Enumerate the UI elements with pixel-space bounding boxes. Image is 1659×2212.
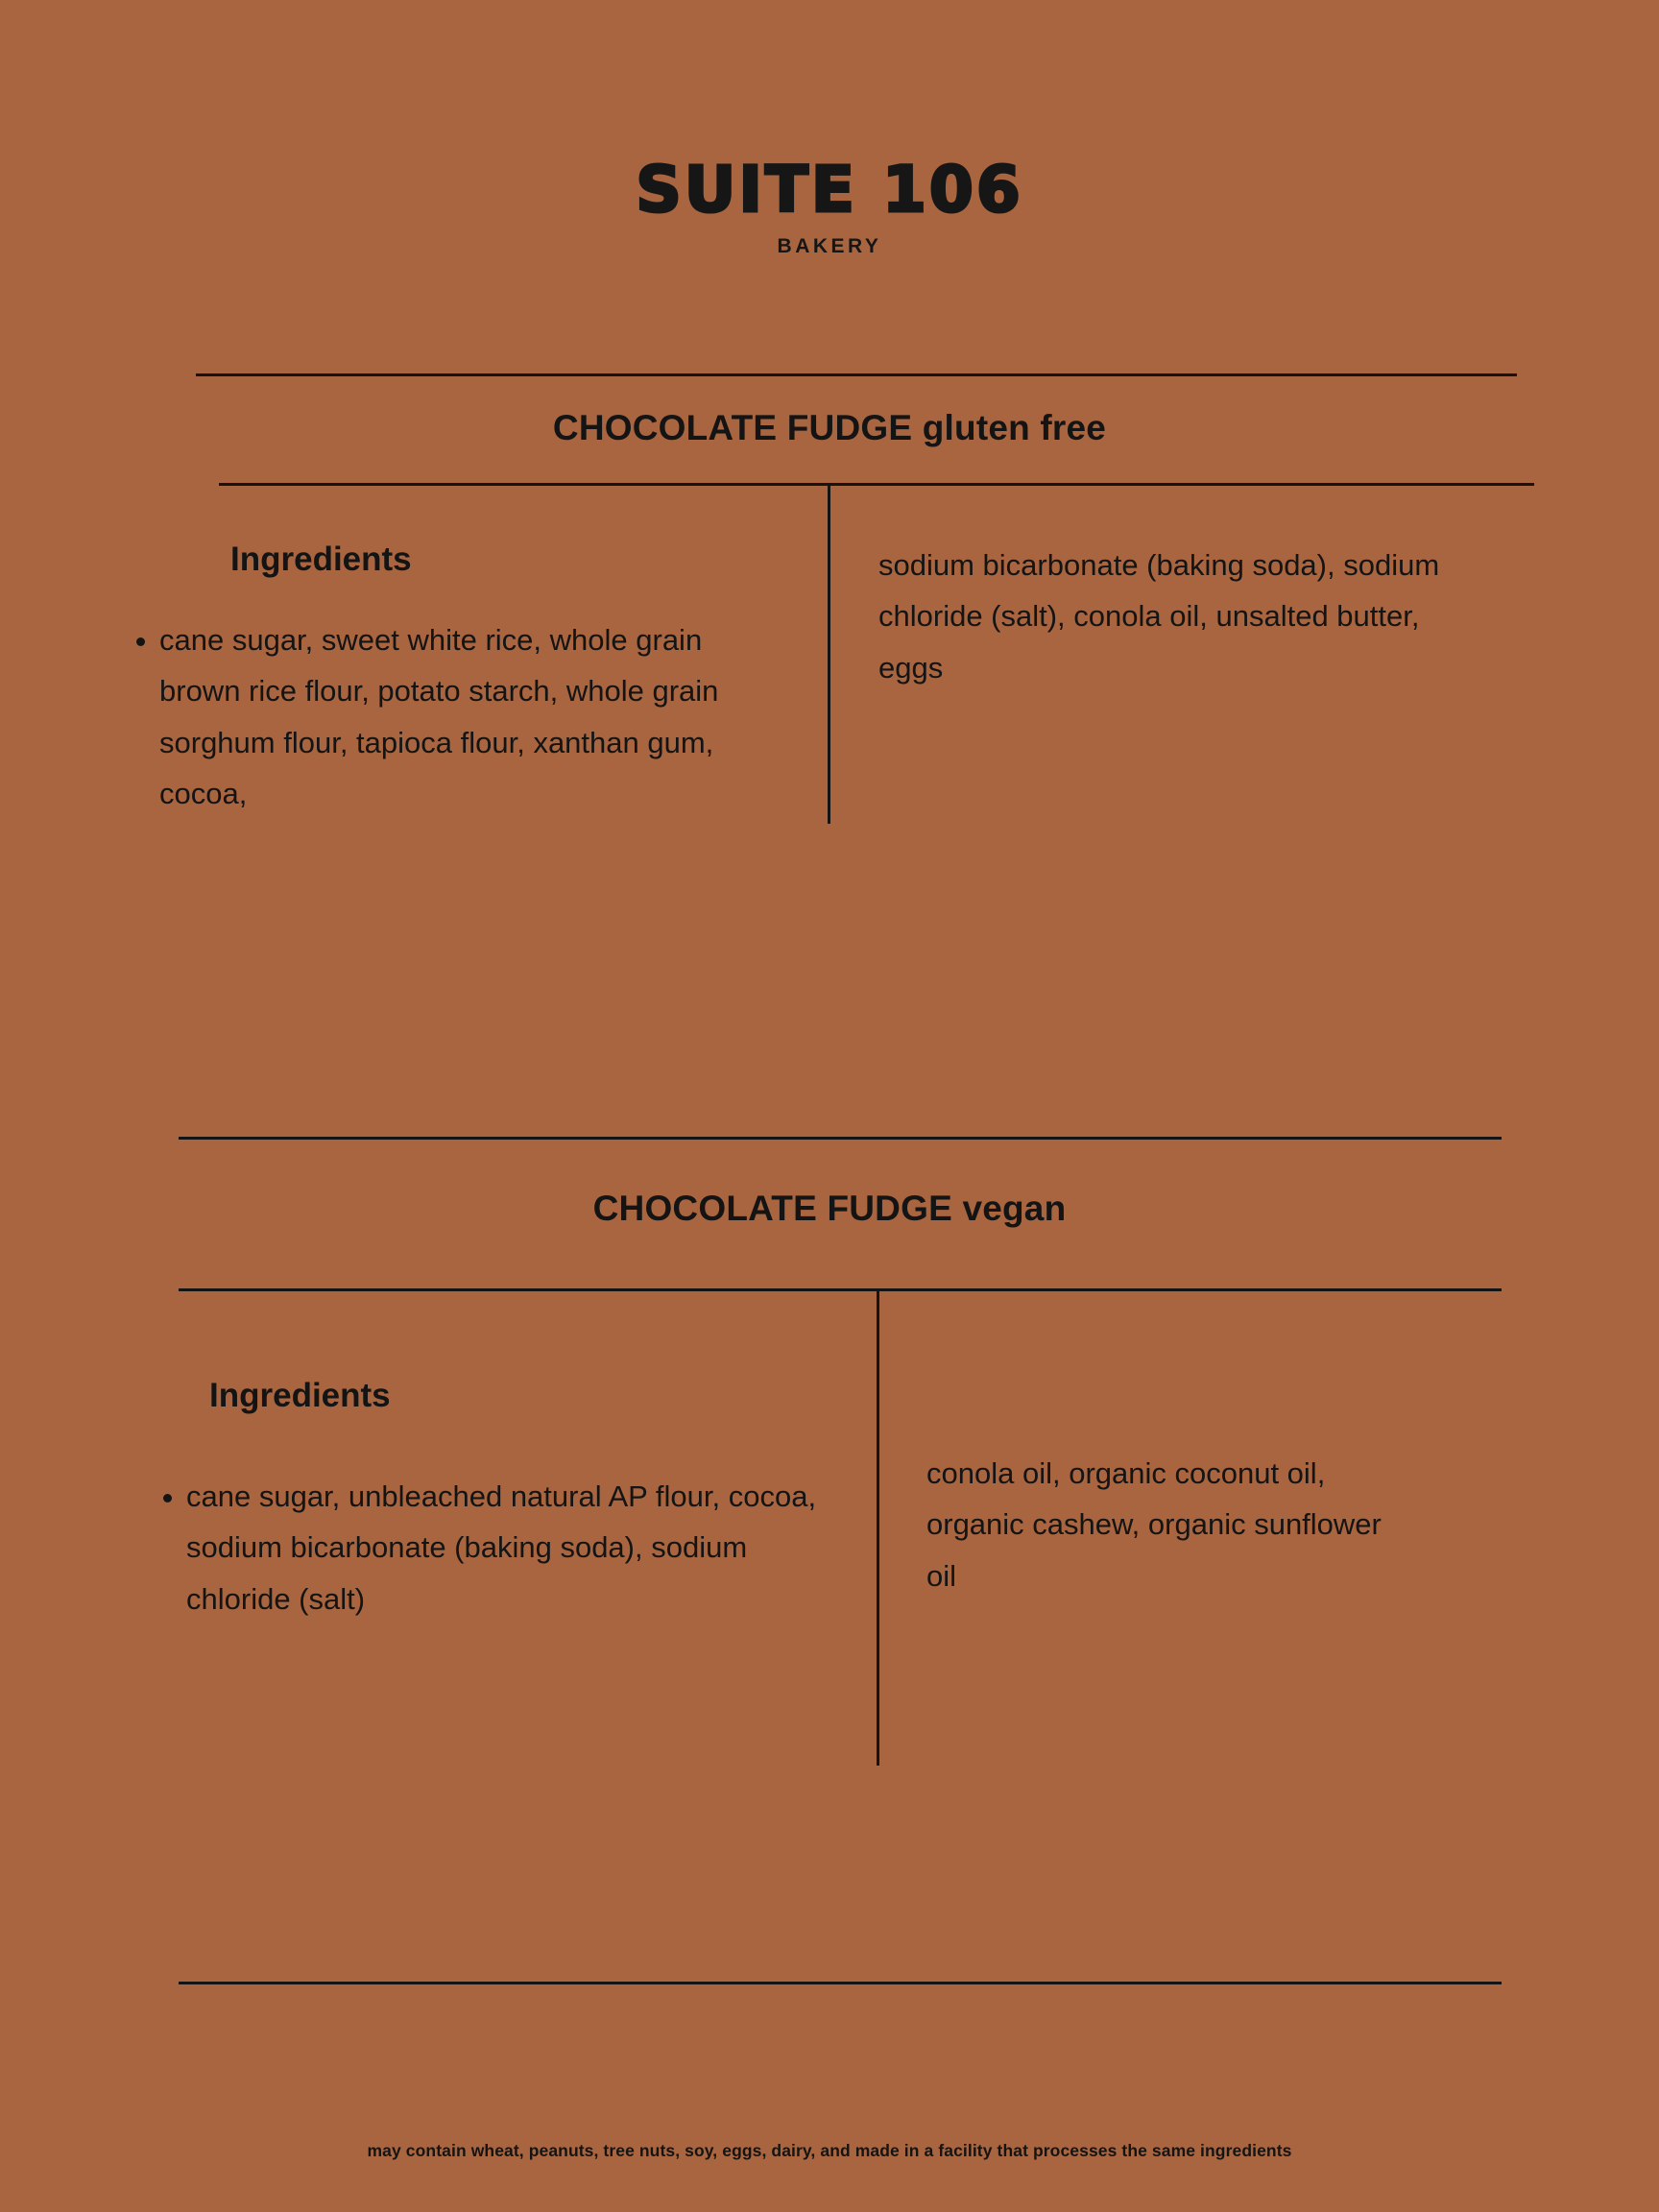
allergen-disclaimer: may contain wheat, peanuts, tree nuts, soy, eggs, dairy, and made in a facility that processes the same ingredients [367, 2141, 1292, 2160]
section-2-left-column [152, 1471, 843, 1624]
section-2-bottom-rule [179, 1288, 1502, 1291]
brand-tagline: BAKERY [777, 235, 882, 257]
section-1-column-divider [828, 483, 830, 824]
brand-name: SUITE 106 [636, 153, 1023, 227]
section-2-top-rule [179, 1137, 1502, 1140]
section-2-ingredients-heading: Ingredients [209, 1377, 391, 1414]
section-1-left-ingredients: • cane sugar, sweet white rice, whole grain brown rice flour, potato starch, whole grain sorghum flour, tapioca flour, xanthan gum, cocoa, [159, 614, 787, 819]
section-2-left-ingredients: • cane sugar, unbleached natural AP flour, cocoa, sodium bicarbonate (baking soda), sodium chloride (salt) [186, 1471, 843, 1624]
section-1-title: CHOCOLATE FUDGE gluten free [552, 408, 1107, 447]
brand-logo [0, 153, 1659, 258]
section-1-top-rule [196, 373, 1517, 376]
section-1-bottom-rule [219, 483, 1534, 486]
section-2-title: CHOCOLATE FUDGE vegan [592, 1189, 1067, 1228]
section-1-ingredients-heading: Ingredients [230, 541, 412, 578]
section-1-right-column: sodium bicarbonate (baking soda), sodium chloride (salt), conola oil, unsalted butter, eggs [878, 548, 1440, 685]
section-2-right-column: conola oil, organic coconut oil, organic cashew, organic sunflower oil [926, 1456, 1382, 1593]
section-1-left-column [125, 614, 787, 819]
footer-rule [179, 1982, 1502, 1984]
section-2-column-divider [877, 1288, 879, 1766]
